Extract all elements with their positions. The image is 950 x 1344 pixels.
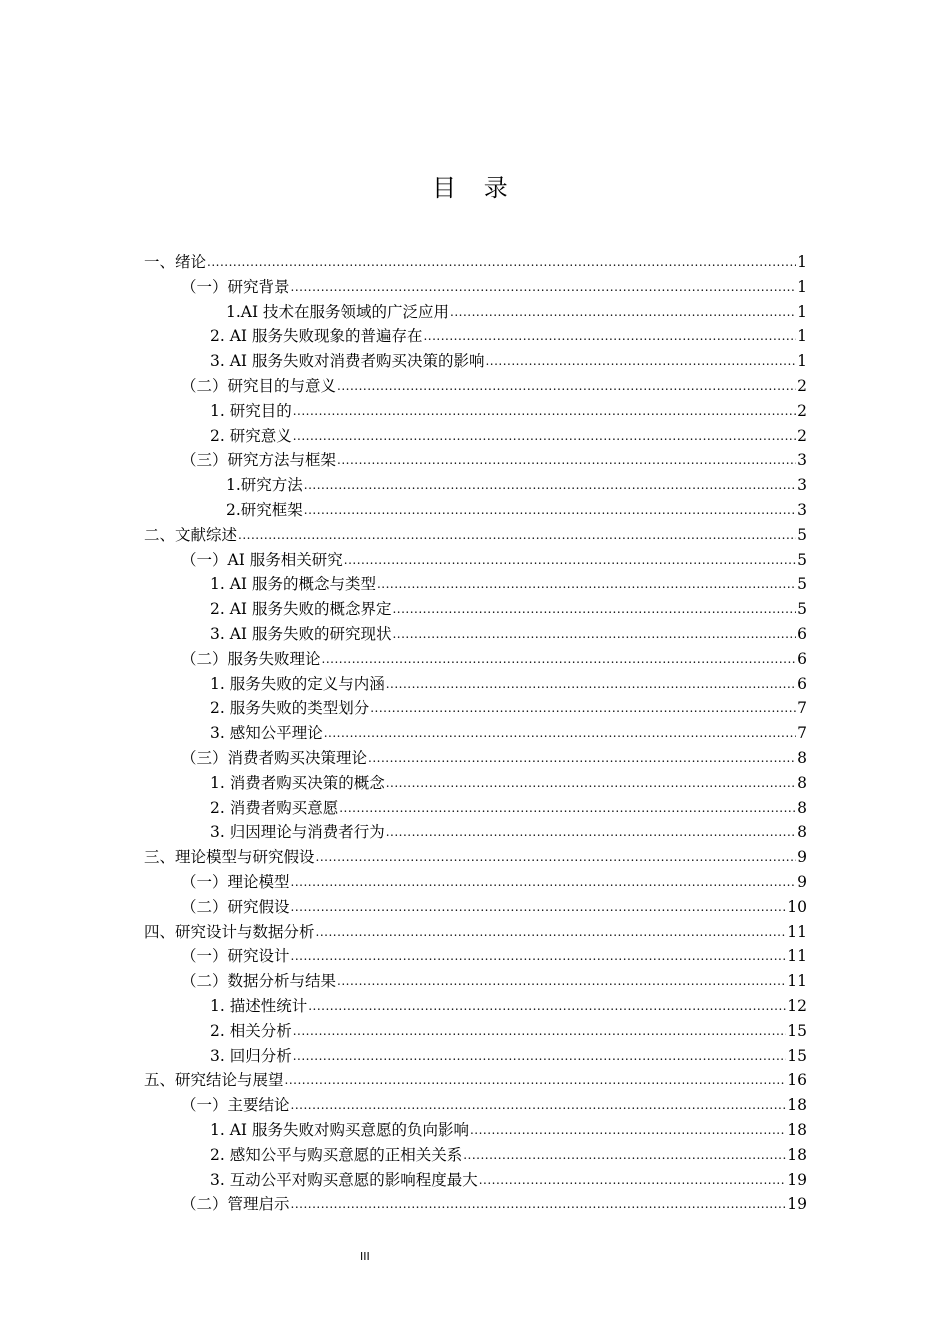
dot-leader bbox=[322, 650, 797, 668]
dot-leader bbox=[479, 1171, 787, 1189]
toc-title: 目 录 bbox=[432, 174, 518, 202]
dot-leader bbox=[386, 774, 796, 792]
dot-leader bbox=[207, 253, 796, 271]
toc-entry-page: 11 bbox=[787, 972, 807, 991]
toc-entry[interactable] bbox=[210, 569, 807, 593]
toc-entry[interactable] bbox=[210, 693, 807, 717]
dot-leader bbox=[337, 972, 786, 990]
toc-entry-label: 2. 相关分析 bbox=[210, 1021, 292, 1040]
dot-leader bbox=[470, 1121, 786, 1139]
toc-entry-label: 3. 互动公平对购买意愿的影响程度最大 bbox=[210, 1170, 478, 1189]
toc-entry[interactable] bbox=[181, 1090, 807, 1114]
toc-entry-page: 3 bbox=[797, 476, 807, 495]
toc-entry-label: 2.研究框架 bbox=[226, 501, 303, 519]
dot-leader bbox=[450, 303, 796, 321]
page-number: III bbox=[360, 1250, 370, 1263]
toc-entry-label: 一、绪论 bbox=[144, 253, 207, 271]
dot-leader bbox=[463, 1146, 786, 1164]
dot-leader bbox=[293, 402, 796, 420]
toc-entry-label: 二、文献综述 bbox=[144, 525, 238, 544]
toc-entry-page: 8 bbox=[797, 798, 807, 817]
toc-entry-page: 16 bbox=[787, 1071, 807, 1090]
toc-entry-page: 5 bbox=[797, 550, 807, 569]
toc-entry[interactable] bbox=[210, 421, 807, 445]
dot-leader bbox=[485, 352, 796, 370]
toc-entry[interactable] bbox=[144, 520, 807, 544]
toc-entry[interactable] bbox=[226, 495, 807, 519]
toc-entry[interactable] bbox=[210, 817, 807, 841]
dot-leader bbox=[368, 749, 796, 767]
toc-entry-page: 9 bbox=[797, 848, 807, 867]
toc-entry-page: 18 bbox=[787, 1096, 807, 1115]
toc-entry-label: 1.研究方法 bbox=[226, 476, 303, 495]
toc-entry-page: 9 bbox=[797, 873, 807, 891]
toc-entry[interactable] bbox=[210, 991, 807, 1015]
toc-entry-label: 2. 服务失败的类型划分 bbox=[210, 699, 370, 718]
toc-entry-page: 1 bbox=[797, 327, 807, 346]
toc-entry[interactable] bbox=[210, 669, 807, 693]
toc-entry-page: 6 bbox=[797, 625, 807, 643]
toc-entry-page: 18 bbox=[787, 1121, 807, 1139]
toc-entry[interactable] bbox=[181, 371, 807, 395]
toc-entry-page: 12 bbox=[787, 997, 807, 1015]
toc-entry[interactable] bbox=[210, 1016, 807, 1040]
toc-entry[interactable] bbox=[210, 594, 807, 618]
dot-leader bbox=[308, 997, 786, 1015]
toc-entry-page: 1 bbox=[797, 277, 807, 296]
toc-entry[interactable] bbox=[210, 346, 807, 370]
toc-entry[interactable] bbox=[210, 1115, 807, 1139]
toc-entry-label: 2. AI 服务失败的概念界定 bbox=[210, 600, 392, 619]
toc-entry[interactable] bbox=[181, 966, 807, 990]
toc-entry-page: 10 bbox=[787, 897, 807, 916]
dot-leader bbox=[392, 625, 796, 643]
toc-entry-page: 5 bbox=[797, 600, 807, 619]
dot-leader bbox=[316, 923, 787, 941]
toc-entry[interactable] bbox=[210, 1041, 807, 1065]
toc-entry-page: 8 bbox=[797, 823, 807, 842]
toc-entry-label: 3. AI 服务失败对消费者购买决策的影响 bbox=[210, 352, 485, 371]
toc-entry-label: 三、理论模型与研究假设 bbox=[144, 848, 315, 867]
toc-entry-label: 3. AI 服务失败的研究现状 bbox=[210, 625, 392, 643]
toc-entry[interactable] bbox=[181, 867, 807, 891]
toc-entry-label: 1. 服务失败的定义与内涵 bbox=[210, 674, 385, 693]
toc-entry[interactable] bbox=[181, 743, 807, 767]
dot-leader bbox=[423, 327, 796, 345]
toc-entry[interactable] bbox=[210, 768, 807, 792]
toc-entry[interactable] bbox=[181, 892, 807, 916]
toc-entry-label: 1.AI 技术在服务领域的广泛应用 bbox=[226, 302, 450, 321]
toc-entry-label: 1. 研究目的 bbox=[210, 401, 292, 420]
toc-entry-page: 18 bbox=[787, 1145, 807, 1164]
toc-entry-label: （二）研究目的与意义 bbox=[181, 377, 337, 395]
toc-entry-page: 8 bbox=[797, 773, 807, 792]
toc-entry-label: （一）AI 服务相关研究 bbox=[181, 550, 343, 569]
dot-leader bbox=[392, 600, 796, 618]
toc-entry-page: 19 bbox=[787, 1195, 807, 1214]
toc-entry[interactable] bbox=[226, 470, 807, 494]
toc-entry-page: 2 bbox=[797, 377, 807, 395]
toc-entry[interactable] bbox=[181, 272, 807, 296]
toc-entry-label: 2. 消费者购买意愿 bbox=[210, 798, 339, 817]
toc-entry-page: 6 bbox=[797, 674, 807, 693]
toc-entry-label: 3. 归因理论与消费者行为 bbox=[210, 823, 385, 842]
toc-entry-label: 1. AI 服务失败对购买意愿的负向影响 bbox=[210, 1121, 469, 1139]
dot-leader bbox=[291, 947, 787, 965]
toc-entry-label: （二）管理启示 bbox=[181, 1195, 290, 1214]
toc-entry-label: （一）理论模型 bbox=[181, 873, 290, 891]
toc-entry[interactable] bbox=[181, 1189, 807, 1213]
toc-entry-label: 1. 描述性统计 bbox=[210, 997, 308, 1015]
dot-leader bbox=[370, 699, 796, 717]
dot-leader bbox=[291, 873, 797, 891]
dot-leader bbox=[293, 1047, 787, 1065]
toc-entry-label: 1. AI 服务的概念与类型 bbox=[210, 575, 376, 594]
dot-leader bbox=[339, 799, 796, 817]
toc-entry-page: 5 bbox=[797, 525, 807, 544]
dot-leader bbox=[291, 1096, 787, 1114]
toc-entry[interactable] bbox=[210, 1165, 807, 1189]
toc-entry-page: 2 bbox=[797, 401, 807, 420]
toc-entry-page: 7 bbox=[797, 699, 807, 718]
toc-entry-page: 1 bbox=[797, 352, 807, 371]
toc-entry-label: （二）数据分析与结果 bbox=[181, 972, 337, 991]
dot-leader bbox=[337, 377, 796, 395]
dot-leader bbox=[291, 278, 797, 296]
dot-leader bbox=[386, 823, 796, 841]
dot-leader bbox=[304, 501, 796, 519]
dot-leader bbox=[386, 675, 796, 693]
toc-entry-page: 3 bbox=[797, 451, 807, 470]
dot-leader bbox=[285, 1071, 787, 1089]
toc-entry[interactable] bbox=[144, 917, 807, 941]
toc-entry[interactable] bbox=[210, 321, 807, 345]
toc-entry[interactable] bbox=[181, 545, 807, 569]
dot-leader bbox=[316, 848, 797, 866]
toc-entry[interactable] bbox=[210, 718, 807, 742]
toc-entry-page: 6 bbox=[797, 649, 807, 668]
toc-entry-page: 19 bbox=[787, 1170, 807, 1189]
toc-entry-label: （二）服务失败理论 bbox=[181, 649, 321, 668]
toc-entry-page: 1 bbox=[797, 302, 807, 321]
toc-entry-label: 3. 回归分析 bbox=[210, 1046, 292, 1065]
toc-entry-label: 2. AI 服务失败现象的普遍存在 bbox=[210, 327, 423, 346]
dot-leader bbox=[344, 551, 796, 569]
toc-entry-page: 3 bbox=[797, 501, 807, 519]
toc-entry-label: （一）研究设计 bbox=[181, 947, 290, 966]
toc-entry-label: （二）研究假设 bbox=[181, 897, 290, 916]
toc-entry[interactable] bbox=[181, 941, 807, 965]
dot-leader bbox=[293, 427, 796, 445]
toc-entry-page: 8 bbox=[797, 749, 807, 767]
toc-entry-label: 五、研究结论与展望 bbox=[144, 1071, 284, 1090]
toc-entry[interactable] bbox=[144, 842, 807, 866]
toc-entry-page: 11 bbox=[787, 947, 807, 966]
dot-leader bbox=[293, 1022, 787, 1040]
toc-entry-label: 2. 研究意义 bbox=[210, 426, 292, 445]
dot-leader bbox=[291, 1195, 787, 1213]
dot-leader bbox=[337, 451, 796, 469]
toc-entry[interactable] bbox=[210, 1140, 807, 1164]
toc-entry-page: 7 bbox=[797, 724, 807, 743]
toc-entry-label: 2. 感知公平与购买意愿的正相关关系 bbox=[210, 1145, 463, 1164]
toc-entry[interactable] bbox=[144, 1065, 807, 1089]
dot-leader bbox=[377, 575, 796, 593]
dot-leader bbox=[238, 526, 796, 544]
toc-entry-label: 1. 消费者购买决策的概念 bbox=[210, 773, 385, 792]
toc-entry-label: （一）研究背景 bbox=[181, 277, 290, 296]
toc-entry-page: 2 bbox=[797, 426, 807, 445]
toc-entry-label: 四、研究设计与数据分析 bbox=[144, 922, 315, 941]
toc-entry-label: 3. 感知公平理论 bbox=[210, 724, 323, 743]
toc-entry[interactable] bbox=[210, 793, 807, 817]
toc-entry-page: 15 bbox=[787, 1046, 807, 1065]
toc-entry-label: （三）消费者购买决策理论 bbox=[181, 749, 368, 767]
toc-entry-page: 1 bbox=[797, 253, 807, 271]
toc-entry-page: 15 bbox=[787, 1021, 807, 1040]
toc-entry[interactable] bbox=[210, 619, 807, 643]
toc-entry-page: 11 bbox=[787, 922, 807, 941]
toc-entry[interactable] bbox=[181, 644, 807, 668]
toc-entry[interactable] bbox=[226, 297, 807, 321]
dot-leader bbox=[324, 724, 796, 742]
toc-entry-label: （三）研究方法与框架 bbox=[181, 451, 337, 470]
toc-entry-page: 5 bbox=[797, 575, 807, 594]
toc-entry-label: （一）主要结论 bbox=[181, 1096, 290, 1115]
toc-entry[interactable] bbox=[144, 247, 807, 271]
toc-entry[interactable] bbox=[210, 396, 807, 420]
dot-leader bbox=[304, 476, 796, 494]
toc-entry[interactable] bbox=[181, 445, 807, 469]
dot-leader bbox=[291, 898, 787, 916]
